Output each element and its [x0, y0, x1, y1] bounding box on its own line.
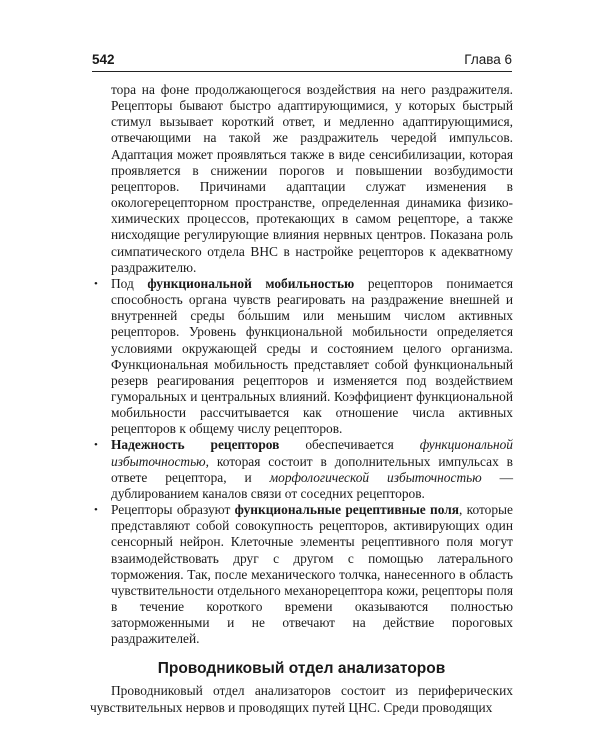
bullet-text: обеспечивается	[279, 437, 420, 453]
bullet-text: , которые представляют собой совокупность рецепторов, активирующих один сенсорный нейрон. Клеточные элементы рецептивного поля могут взаимодействовать друг с другом с помощью латерального торможения. Так, после механического толчка, нанесенного в область чувствительности отдельного механорецептора кожи, рецепторы поля в течение короткого времени оказываются полностью заторможенными и не отвечают на действие пороговых раздражителей.	[111, 502, 513, 647]
bullet-functional-mobility	[90, 276, 513, 438]
term-morphological-redundancy: морфологической избыточностью	[269, 469, 482, 485]
term-receptive-fields: функциональные рецептивные поля	[234, 502, 460, 518]
term-functional-mobility: функциональной мобильностью	[147, 275, 355, 291]
chapter-label: Глава 6	[464, 52, 512, 67]
continued-paragraph: тора на фоне продолжающегося воздействия на него раздражителя. Рецепторы бывают быстро адаптирующимися, у которых быстрый стимул вызывает короткий ответ, и медленно адаптирующимися, отвечающими на такой же раздражитель чередой импульсов. Адаптация может проявляться также в виде сенсибилизации, которая проявляется в снижении порогов и повышении возбудимости рецепторов. Причинами адаптации служат изменения в окологерецепторном пространстве, определенная динамика физико-химических процессов, протекающих в самом рецепторе, а также нисходящие регулирующие влияния нервных центров. Показана роль симпатического отдела ВНС в настройке рецепторов к адекватному раздражителю.	[111, 82, 513, 275]
page-body	[90, 82, 513, 716]
bullet-receptor-reliability	[90, 437, 513, 502]
term-receptor-reliability: Надежность рецепторов	[111, 437, 280, 453]
bullet-mark: •	[94, 439, 98, 452]
bullet-text: , которая состоит в дополнительных импульсах в ответе рецептора, и	[111, 453, 513, 485]
term-functional-redundancy: функциональной избыточностью	[111, 437, 513, 469]
bullet-text: рецепторов понимается способность органа чувств реагировать на раздражение внешней и внутренней среды бо́льшим или меньшим числом активных рецепторов. Уровень функциональной мобильности определяется условиями окружающей среды и состоянием целого организма. Функциональная мобильность представляет собой функциональный резерв реагирования рецепторов и изменяется под воздействием гуморальных и центральных влияний. Коэффициент функциональной мобильности рассчитывается как отношение числа активных рецепторов к общему числу рецепторов.	[111, 275, 514, 437]
section-heading: Проводниковый отдел анализаторов	[157, 660, 446, 678]
bullet-receptive-fields	[90, 502, 513, 647]
page-number: 542	[92, 52, 115, 67]
bullet-text: Под	[111, 275, 148, 291]
bullet-mark: •	[94, 504, 98, 517]
section-paragraph: Проводниковый отдел анализаторов состоит из периферических чувствительных нервов и проводящих путей ЦНС. Среди проводящих	[90, 683, 513, 715]
running-head	[92, 52, 512, 72]
bullet-text: — дублированием каналов связи от соседних рецепторов.	[111, 469, 513, 501]
bullet-text: Рецепторы образуют	[111, 502, 235, 518]
bullet-mark: •	[94, 277, 98, 290]
